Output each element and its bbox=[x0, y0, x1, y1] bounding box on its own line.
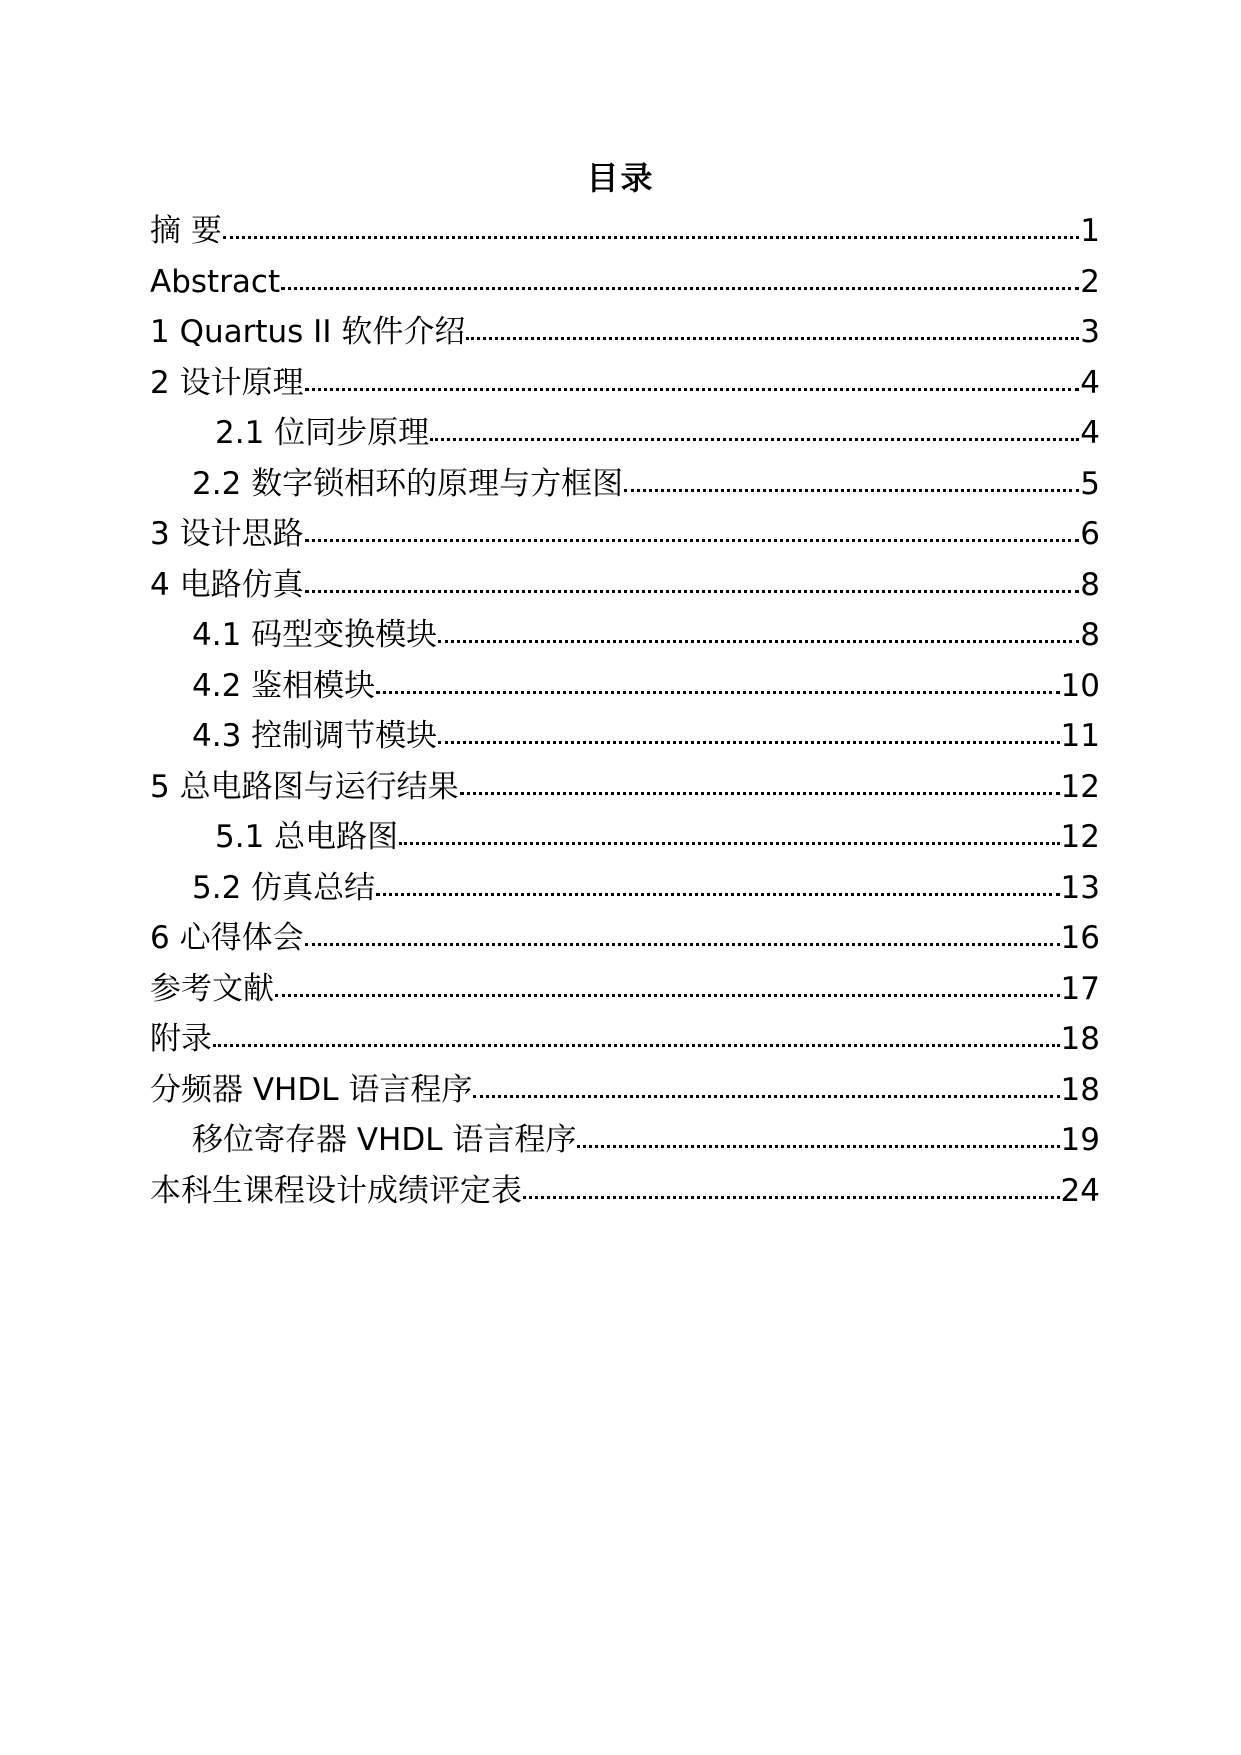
toc-entry-page: 11 bbox=[1060, 718, 1100, 754]
toc-title: 目录 bbox=[586, 159, 655, 197]
toc-dot-leader bbox=[460, 792, 1060, 795]
toc-entry[interactable] bbox=[150, 964, 1100, 1015]
toc-entry-label: 4.1 码型变换模块 bbox=[192, 617, 438, 653]
toc-entry-page: 6 bbox=[1080, 516, 1100, 552]
toc-dot-leader bbox=[399, 842, 1059, 845]
toc-dot-leader bbox=[213, 1044, 1060, 1047]
toc-entry[interactable] bbox=[150, 913, 1100, 964]
toc-dot-leader bbox=[624, 489, 1079, 492]
toc-dot-leader bbox=[223, 236, 1079, 239]
toc-entry-page: 2 bbox=[1080, 263, 1100, 300]
toc-entry-label: 4.2 鉴相模块 bbox=[192, 667, 376, 704]
toc-entry[interactable] bbox=[150, 509, 1100, 560]
toc-entry-label: 3 设计思路 bbox=[150, 516, 304, 552]
toc-entry-page: 8 bbox=[1080, 617, 1100, 653]
toc-dot-leader bbox=[305, 943, 1060, 946]
toc-entry[interactable] bbox=[150, 1115, 1100, 1166]
toc-dot-leader bbox=[376, 893, 1059, 896]
toc-dot-leader bbox=[376, 691, 1059, 694]
toc-entry[interactable] bbox=[150, 812, 1100, 863]
toc-dot-leader bbox=[281, 287, 1079, 290]
toc-entry-page: 18 bbox=[1060, 1021, 1100, 1057]
toc-entry-label: 附录 bbox=[150, 1021, 212, 1057]
toc-entry-label: 5 总电路图与运行结果 bbox=[150, 768, 459, 805]
toc-entry-label: 4.3 控制调节模块 bbox=[192, 718, 438, 754]
toc-entry-label: 摘 要 bbox=[150, 213, 222, 249]
toc-entry-page: 12 bbox=[1060, 768, 1100, 805]
toc-entry-page: 4 bbox=[1080, 415, 1100, 451]
toc-entry-label: 分频器 VHDL 语言程序 bbox=[150, 1071, 473, 1108]
toc-dot-leader bbox=[577, 1145, 1059, 1148]
toc-entry-page: 17 bbox=[1060, 970, 1100, 1007]
toc-entry-label: Abstract bbox=[150, 263, 281, 300]
toc-entry-page: 16 bbox=[1060, 920, 1100, 956]
toc-dot-leader bbox=[305, 539, 1080, 542]
toc-entry-label: 移位寄存器 VHDL 语言程序 bbox=[192, 1122, 577, 1158]
table-of-contents bbox=[150, 206, 1100, 1216]
toc-entry[interactable] bbox=[150, 863, 1100, 914]
toc-dot-leader bbox=[430, 438, 1079, 441]
toc-entry[interactable] bbox=[150, 1166, 1100, 1217]
toc-entry-label: 参考文献 bbox=[150, 970, 274, 1007]
toc-entry[interactable] bbox=[150, 358, 1100, 409]
toc-dot-leader bbox=[438, 640, 1079, 643]
toc-dot-leader bbox=[438, 741, 1059, 744]
toc-entry[interactable] bbox=[150, 1014, 1100, 1065]
toc-entry[interactable] bbox=[150, 307, 1100, 358]
toc-entry[interactable] bbox=[150, 610, 1100, 661]
toc-entry-page: 5 bbox=[1080, 465, 1100, 502]
toc-entry[interactable] bbox=[150, 459, 1100, 510]
toc-entry-page: 18 bbox=[1060, 1071, 1100, 1108]
toc-entry-page: 24 bbox=[1060, 1172, 1100, 1209]
toc-entry-label: 2.2 数字锁相环的原理与方框图 bbox=[192, 465, 624, 502]
toc-entry-label: 1 Quartus II 软件介绍 bbox=[150, 314, 466, 350]
toc-entry[interactable] bbox=[150, 1065, 1100, 1116]
toc-entry-label: 4 电路仿真 bbox=[150, 566, 304, 603]
toc-dot-leader bbox=[523, 1196, 1060, 1199]
toc-entry-label: 6 心得体会 bbox=[150, 920, 304, 956]
toc-dot-leader bbox=[275, 994, 1060, 997]
toc-entry-label: 2.1 位同步原理 bbox=[215, 415, 430, 451]
toc-entry-page: 12 bbox=[1060, 819, 1100, 855]
toc-entry-label: 5.1 总电路图 bbox=[215, 819, 399, 855]
toc-entry[interactable] bbox=[150, 408, 1100, 459]
toc-entry-label: 2 设计原理 bbox=[150, 364, 304, 401]
toc-entry-page: 19 bbox=[1060, 1122, 1100, 1158]
toc-entry-label: 本科生课程设计成绩评定表 bbox=[150, 1172, 522, 1209]
toc-entry-page: 1 bbox=[1080, 213, 1100, 249]
toc-entry[interactable] bbox=[150, 762, 1100, 813]
toc-entry-page: 10 bbox=[1060, 667, 1100, 704]
toc-entry[interactable] bbox=[150, 711, 1100, 762]
toc-dot-leader bbox=[473, 1095, 1059, 1098]
toc-entry[interactable] bbox=[150, 257, 1100, 308]
toc-entry-page: 4 bbox=[1080, 364, 1100, 401]
toc-entry-label: 5.2 仿真总结 bbox=[192, 869, 376, 906]
toc-entry-page: 13 bbox=[1060, 869, 1100, 906]
toc-dot-leader bbox=[466, 337, 1079, 340]
toc-entry[interactable] bbox=[150, 206, 1100, 257]
toc-dot-leader bbox=[305, 388, 1080, 391]
toc-entry[interactable] bbox=[150, 560, 1100, 611]
toc-entry[interactable] bbox=[150, 661, 1100, 712]
toc-entry-page: 8 bbox=[1080, 566, 1100, 603]
toc-entry-page: 3 bbox=[1080, 314, 1100, 350]
toc-dot-leader bbox=[305, 590, 1080, 593]
